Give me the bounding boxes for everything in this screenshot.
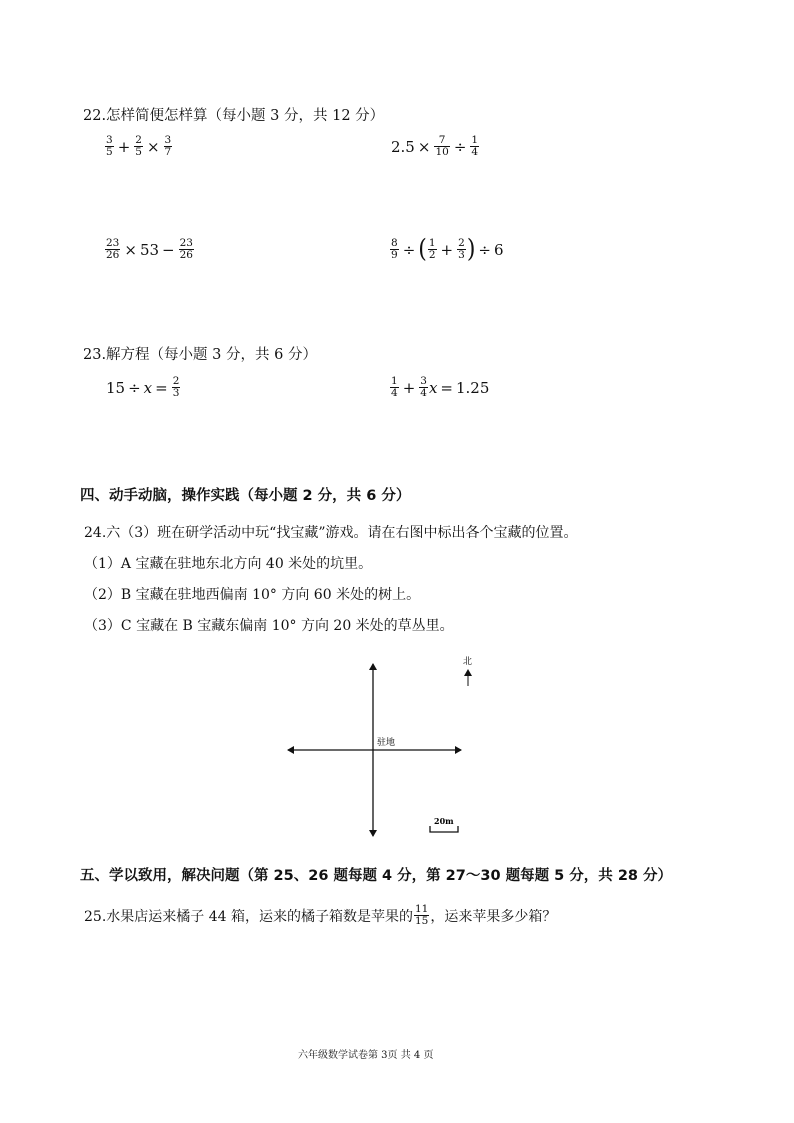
q24-item-3: （3）C 宝藏在 B 宝藏东偏南 10° 方向 20 米处的草丛里。 — [84, 618, 454, 634]
q23-equation-1 — [106, 376, 181, 399]
operator: × — [146, 137, 160, 156]
operator: + — [440, 240, 454, 259]
operator: = — [155, 378, 168, 397]
fraction: $\frac{2}{5}$ — [135, 134, 142, 159]
operator: ÷ — [402, 240, 416, 259]
section-5-title: 五、学以致用，解决问题（第 25、26 题每题 4 分，第 27～30 题每题 5 分，共 28 分） — [80, 868, 673, 884]
number: 53 — [139, 240, 160, 259]
fraction: $\frac{3}{5}$ — [106, 134, 113, 159]
fraction: $\frac{23}{26}$ — [106, 237, 120, 262]
fraction: $\frac{1}{4}$ — [471, 134, 479, 159]
operator: ÷ — [453, 137, 467, 156]
q22-problem-2 — [391, 135, 480, 158]
operator: × — [124, 240, 137, 259]
variable: x — [143, 378, 153, 397]
fraction: $\frac{11}{15}$ — [414, 903, 429, 928]
q22-problem-4 — [389, 234, 504, 264]
q24-item-1: （1）A 宝藏在驻地东北方向 40 米处的坑里。 — [84, 556, 373, 572]
q22-title: 22.怎样简便怎样算（每小题 3 分，共 12 分） — [83, 108, 385, 124]
fraction: $\frac{7}{10}$ — [435, 134, 449, 159]
number: 6 — [493, 240, 504, 259]
base-camp-label: 驻地 — [377, 738, 396, 748]
operator: × — [417, 137, 431, 156]
left-paren: ( — [418, 234, 427, 264]
operator: ÷ — [478, 240, 491, 259]
number: 2.5 — [391, 137, 415, 156]
q22-problem-1 — [104, 135, 173, 158]
q25-question: 25.水果店运来橘子 44 箱，运来的橘子箱数是苹果的 — [84, 908, 413, 925]
q24-intro: 24.六（3）班在研学活动中玩“找宝藏”游戏。请在右图中标出各个宝藏的位置。 — [84, 525, 578, 541]
operator: + — [402, 378, 416, 397]
q24-item-2: （2）B 宝藏在驻地西偏南 10° 方向 60 米处的树上。 — [84, 587, 421, 603]
operator: − — [162, 240, 175, 259]
operator: + — [117, 137, 131, 156]
operator: = — [440, 378, 453, 397]
fraction: $\frac{1}{2}$ — [428, 237, 436, 262]
fraction: $\frac{8}{9}$ — [391, 237, 398, 262]
fraction: $\frac{2}{3}$ — [458, 237, 465, 262]
number: 15 — [106, 378, 126, 397]
fraction: $\frac{23}{26}$ — [179, 237, 193, 262]
q22-problem-3 — [104, 238, 195, 261]
fraction: $\frac{2}{3}$ — [172, 375, 180, 400]
q23-equation-2 — [389, 376, 489, 399]
fraction: $\frac{3}{7}$ — [164, 134, 172, 159]
q25-text — [84, 904, 556, 927]
treasure-map-diagram — [280, 650, 480, 845]
q23-title: 23.解方程（每小题 3 分，共 6 分） — [83, 347, 317, 363]
fraction: $\frac{3}{4}$ — [420, 375, 427, 400]
fraction: $\frac{1}{4}$ — [391, 375, 398, 400]
scale-label: 20m — [434, 816, 454, 826]
scale-bar — [430, 826, 458, 832]
variable: x — [428, 378, 438, 397]
north-label: 北 — [463, 657, 473, 667]
number: 1.25 — [456, 378, 490, 397]
page-footer: 六年级数学试卷第 3页 共 4 页 — [298, 1050, 434, 1061]
section-4-title: 四、动手动脑，操作实践（每小题 2 分，共 6 分） — [80, 488, 411, 504]
operator: ÷ — [128, 378, 141, 397]
right-paren: ) — [466, 234, 476, 264]
q25-question-tail: ，运来苹果多少箱？ — [430, 908, 557, 925]
